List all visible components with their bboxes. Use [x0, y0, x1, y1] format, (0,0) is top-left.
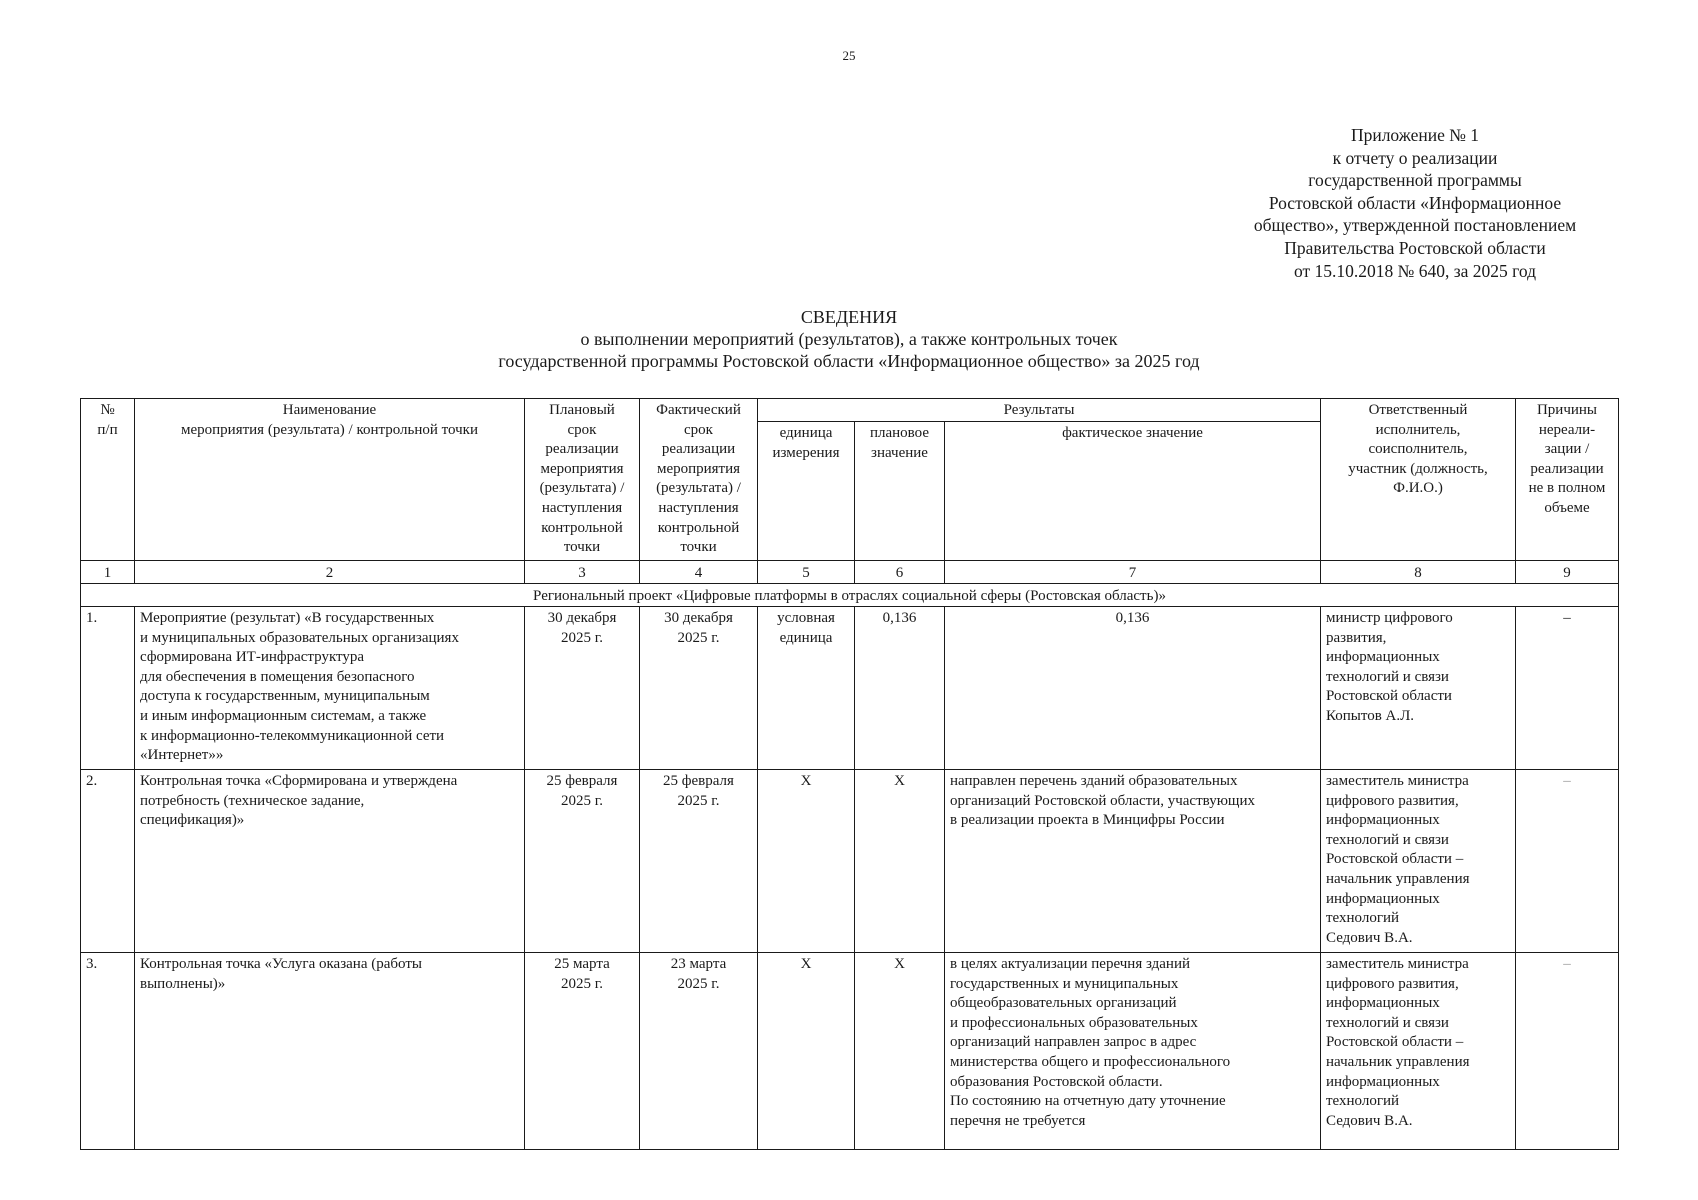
- row-responsible: заместитель министра цифрового развития, информационных технологий и связи Ростовской области – начальник управления информационных технологий Седович В.А.: [1321, 953, 1516, 1150]
- row-reasons: –: [1516, 607, 1619, 770]
- header-unit: единица измерения: [758, 422, 855, 561]
- row-plan-date: 30 декабря 2025 г.: [525, 607, 640, 770]
- row-responsible: министр цифрового развития, информационных технологий и связи Ростовской области Копытов А.Л.: [1321, 607, 1516, 770]
- column-number: 2: [135, 561, 525, 584]
- row-plan-value: 0,136: [855, 607, 945, 770]
- document-title: [0, 306, 1698, 372]
- row-unit: Х: [758, 770, 855, 953]
- row-reasons: –: [1516, 770, 1619, 953]
- column-number: 7: [945, 561, 1321, 584]
- appendix-line: государственной программы: [1308, 170, 1522, 191]
- column-number: 3: [525, 561, 640, 584]
- title-subtitle-line: о выполнении мероприятий (результатов), а также контрольных точек: [580, 329, 1118, 349]
- table-row: [81, 607, 1619, 770]
- row-fact-date: 30 декабря 2025 г.: [640, 607, 758, 770]
- column-number: 4: [640, 561, 758, 584]
- appendix-line: к отчету о реализации: [1332, 147, 1498, 168]
- row-num: 2.: [81, 770, 135, 953]
- title-subtitle-line: государственной программы Ростовской области «Информационное общество» за 2025 год: [498, 351, 1200, 371]
- column-number: 8: [1321, 561, 1516, 584]
- row-plan-value: Х: [855, 953, 945, 1150]
- column-number: 1: [81, 561, 135, 584]
- header-results: Результаты: [758, 399, 1321, 422]
- appendix-block: [1230, 124, 1600, 282]
- row-reasons: –: [1516, 953, 1619, 1150]
- header-plan-value: плановое значение: [855, 422, 945, 561]
- appendix-line: от 15.10.2018 № 640, за 2025 год: [1293, 260, 1537, 281]
- header-fact-value: фактическое значение: [945, 422, 1321, 561]
- row-fact-date: 25 февраля 2025 г.: [640, 770, 758, 953]
- header-name: Наименование мероприятия (результата) / контрольной точки: [135, 399, 525, 561]
- column-number: 5: [758, 561, 855, 584]
- appendix-line: Приложение № 1: [1350, 125, 1480, 145]
- report-table: [80, 398, 1619, 1150]
- title-heading: СВЕДЕНИЯ: [800, 307, 898, 327]
- header-num: № п/п: [81, 399, 135, 561]
- header-responsible: Ответственный исполнитель, соисполнитель, участник (должность, Ф.И.О.): [1321, 399, 1516, 561]
- row-num: 3.: [81, 953, 135, 1150]
- page-number: 25: [842, 48, 856, 63]
- header-fact-date: Фактический срок реализации мероприятия (результата) / наступления контрольной точки: [640, 399, 758, 561]
- row-plan-date: 25 марта 2025 г.: [525, 953, 640, 1150]
- row-unit: Х: [758, 953, 855, 1150]
- row-plan-value: Х: [855, 770, 945, 953]
- row-name: Контрольная точка «Сформирована и утверждена потребность (техническое задание, спецификация)»: [135, 770, 525, 953]
- row-fact-value: в целях актуализации перечня зданий государственных и муниципальных общеобразовательных организаций и профессиональных образовательных организаций направлен запрос в адрес министерства общего и профессионального образования Ростовской области. По состоянию на отчетную дату уточнение перечня не требуется: [945, 953, 1321, 1150]
- table-row: [81, 770, 1619, 953]
- section-title: Региональный проект «Цифровые платформы в отраслях социальной сферы (Ростовская область)»: [81, 584, 1619, 607]
- section-row: [81, 584, 1619, 607]
- row-responsible: заместитель министра цифрового развития, информационных технологий и связи Ростовской области – начальник управления информационных технологий Седович В.А.: [1321, 770, 1516, 953]
- appendix-line: общество», утвержденной постановлением: [1253, 215, 1577, 236]
- row-num: 1.: [81, 607, 135, 770]
- column-number-row: [81, 561, 1619, 584]
- row-plan-date: 25 февраля 2025 г.: [525, 770, 640, 953]
- header-row: [81, 399, 1619, 422]
- row-name: Контрольная точка «Услуга оказана (работы выполнены)»: [135, 953, 525, 1150]
- column-number: 6: [855, 561, 945, 584]
- appendix-line: Правительства Ростовской области: [1284, 237, 1546, 258]
- table-row: [81, 953, 1619, 1150]
- appendix-line: Ростовской области «Информационное: [1268, 192, 1562, 213]
- header-plan-date: Плановый срок реализации мероприятия (результата) / наступления контрольной точки: [525, 399, 640, 561]
- row-unit: условная единица: [758, 607, 855, 770]
- column-number: 9: [1516, 561, 1619, 584]
- row-fact-date: 23 марта 2025 г.: [640, 953, 758, 1150]
- row-fact-value: 0,136: [945, 607, 1321, 770]
- header-reasons: Причины нереали- зации / реализации не в полном объеме: [1516, 399, 1619, 561]
- row-name: Мероприятие (результат) «В государственных и муниципальных образовательных организациях сформирована ИТ-инфраструктура для обеспечения в помещения безопасного доступа к государственным, муниципальным и иным информационным системам, а также к информационно-телекоммуникационной сети «Интернет»»: [135, 607, 525, 770]
- row-fact-value: направлен перечень зданий образовательных организаций Ростовской области, участвующих в реализации проекта в Минцифры России: [945, 770, 1321, 953]
